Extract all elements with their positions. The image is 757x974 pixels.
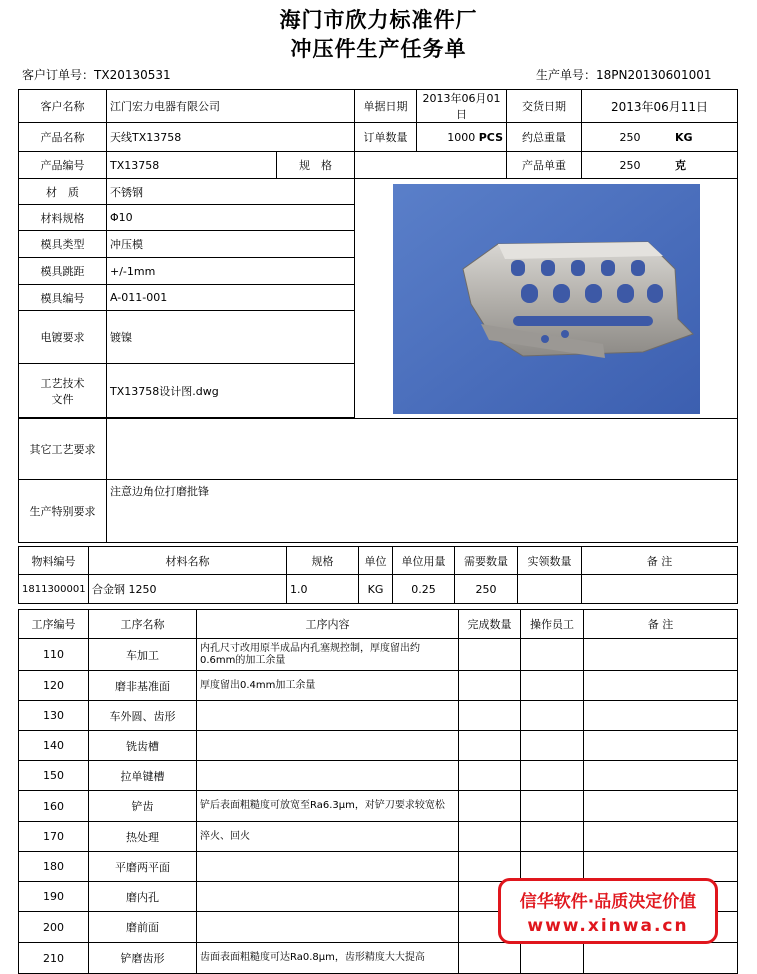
process-name: 热处理 [89, 822, 197, 852]
process-name: 铲磨齿形 [89, 943, 197, 974]
process-done-qty [459, 639, 521, 671]
info-table [18, 89, 738, 543]
materials-header-cell: 单位用量 [393, 547, 455, 575]
title-factory: 海门市欣力标准件厂 [279, 7, 478, 32]
xinwa-watermark-badge [498, 878, 718, 944]
process-name: 磨非基准面 [89, 671, 197, 701]
process-row [19, 701, 738, 731]
special-req-value: 注意边角位打磨批锋 [107, 480, 738, 543]
customer-name-value: 江门宏力电器有限公司 [107, 90, 355, 123]
process-done-qty [459, 671, 521, 701]
process-name: 铲齿 [89, 791, 197, 822]
process-operator [521, 731, 584, 761]
product-photo [393, 184, 700, 414]
process-row [19, 731, 738, 761]
materials-header-cell: 规格 [287, 547, 359, 575]
materials-header-cell: 备 注 [582, 547, 738, 575]
special-req-label: 生产特别要求 [19, 480, 107, 543]
process-operator [521, 639, 584, 671]
mold-type-label: 模具类型 [19, 231, 107, 258]
process-done-qty [459, 791, 521, 822]
process-code: 110 [19, 639, 89, 671]
unit-weight-cell [582, 152, 738, 179]
process-content [197, 882, 459, 912]
process-row [19, 671, 738, 701]
production-no-label: 生产单号： [536, 68, 597, 82]
plating-label: 电镀要求 [19, 311, 107, 364]
materials-header-cell: 需要数量 [455, 547, 518, 575]
process-done-qty [459, 731, 521, 761]
process-done-qty [459, 701, 521, 731]
processes-header-cell: 工序名称 [89, 610, 197, 639]
customer-order-no [22, 66, 171, 83]
process-content [197, 852, 459, 882]
doc-date-label: 单据日期 [355, 90, 417, 123]
process-remark [584, 852, 738, 882]
materials-cell: 0.25 [393, 575, 455, 604]
doc-date-value: 2013年06月01日 [417, 90, 507, 123]
delivery-date-label: 交货日期 [507, 90, 582, 123]
process-done-qty [459, 943, 521, 974]
processes-header-cell: 操作员工 [521, 610, 584, 639]
processes-header-cell: 工序编号 [19, 610, 89, 639]
product-code-label: 产品编号 [19, 152, 107, 179]
process-remark [584, 671, 738, 701]
materials-cell [582, 575, 738, 604]
customer-order-value: TX20130531 [94, 68, 171, 82]
process-content [197, 731, 459, 761]
process-content [197, 912, 459, 943]
product-code-value: TX13758 [107, 152, 277, 179]
tech-file-label-1: 工艺技术 [40, 376, 85, 390]
approx-weight-cell [582, 123, 738, 152]
other-req-label: 其它工艺要求 [19, 419, 107, 480]
process-row [19, 791, 738, 822]
process-operator [521, 671, 584, 701]
process-content: 齿面表面粗糙度可达Ra0.8μm，齿形精度大大提高 [197, 943, 459, 974]
process-code: 180 [19, 852, 89, 882]
process-code: 200 [19, 912, 89, 943]
process-done-qty [459, 852, 521, 882]
process-row [19, 639, 738, 671]
process-operator [521, 701, 584, 731]
stamped-part-icon [463, 242, 693, 358]
processes-header-row [19, 610, 738, 639]
process-code: 140 [19, 731, 89, 761]
process-remark [584, 822, 738, 852]
process-row [19, 822, 738, 852]
unit-weight-unit: 克 [675, 159, 686, 172]
process-code: 130 [19, 701, 89, 731]
materials-cell: KG [359, 575, 393, 604]
material-spec-label: 材料规格 [19, 205, 107, 231]
process-name: 拉单键槽 [89, 761, 197, 791]
spec-value [355, 152, 507, 179]
material-label: 材 质 [19, 179, 107, 205]
materials-table [18, 546, 738, 604]
process-done-qty [459, 822, 521, 852]
process-operator [521, 852, 584, 882]
materials-cell: 1811300001 [19, 575, 89, 604]
mold-pitch-label: 模具跳距 [19, 258, 107, 285]
process-row [19, 943, 738, 974]
materials-header-cell: 单位 [359, 547, 393, 575]
process-operator [521, 761, 584, 791]
delivery-date-value: 2013年06月11日 [582, 90, 738, 123]
spec-label: 规 格 [277, 152, 355, 179]
process-content [197, 701, 459, 731]
material-value: 不锈钢 [107, 179, 355, 205]
order-qty-cell [417, 123, 507, 152]
approx-weight-label: 约总重量 [507, 123, 582, 152]
process-operator [521, 943, 584, 974]
processes-header-cell: 工序内容 [197, 610, 459, 639]
other-req-value [107, 419, 738, 480]
mold-code-value: A-011-001 [107, 285, 355, 311]
process-operator [521, 791, 584, 822]
process-row [19, 761, 738, 791]
tech-file-label-2: 文件 [51, 392, 74, 406]
materials-header-row [19, 547, 738, 575]
production-no-value: 18PN20130601001 [596, 68, 712, 82]
production-no [536, 66, 711, 83]
order-qty-label: 订单数量 [355, 123, 417, 152]
process-name: 车外圆、齿形 [89, 701, 197, 731]
process-done-qty [459, 761, 521, 791]
process-code: 160 [19, 791, 89, 822]
tech-file-label [19, 364, 107, 418]
order-qty-value: 1000 [447, 130, 476, 144]
process-content [197, 761, 459, 791]
process-name: 铣齿槽 [89, 731, 197, 761]
process-name: 车加工 [89, 639, 197, 671]
materials-row [19, 575, 738, 604]
process-code: 170 [19, 822, 89, 852]
order-qty-unit: PCS [478, 130, 503, 144]
approx-weight-unit: KG [675, 130, 693, 144]
process-remark [584, 761, 738, 791]
processes-header-cell: 备 注 [584, 610, 738, 639]
process-row [19, 852, 738, 882]
product-photo-cell [355, 179, 738, 419]
process-remark [584, 731, 738, 761]
materials-cell: 合金钢 1250 [89, 575, 287, 604]
process-remark [584, 701, 738, 731]
mold-type-value: 冲压模 [107, 231, 355, 258]
materials-header-cell: 材料名称 [89, 547, 287, 575]
tech-file-value: TX13758设计图.dwg [107, 364, 355, 418]
customer-name-label: 客户名称 [19, 90, 107, 123]
watermark-slogan: 信华软件·品质决定价值 [519, 892, 697, 912]
process-name: 磨前面 [89, 912, 197, 943]
process-remark [584, 791, 738, 822]
mold-pitch-value: +/-1mm [107, 258, 355, 285]
unit-weight-value: 250 [619, 159, 641, 172]
material-spec-value: Φ10 [107, 205, 355, 231]
process-remark [584, 639, 738, 671]
customer-order-label: 客户订单号： [22, 68, 95, 82]
process-name: 磨内孔 [89, 882, 197, 912]
process-operator [521, 822, 584, 852]
process-content: 铲后表面粗糙度可放宽至Ra6.3μm，对铲刀要求较宽松 [197, 791, 459, 822]
materials-header-cell: 物料编号 [19, 547, 89, 575]
process-remark [584, 943, 738, 974]
process-code: 190 [19, 882, 89, 912]
process-code: 150 [19, 761, 89, 791]
mold-code-label: 模具编号 [19, 285, 107, 311]
process-code: 210 [19, 943, 89, 974]
watermark-url: www.xinwa.cn [527, 916, 689, 936]
title-document: 冲压件生产任务单 [290, 36, 467, 61]
materials-cell [518, 575, 582, 604]
process-content: 内孔尺寸改用原半成品内孔塞规控制，厚度留出约0.6mm的加工余量 [197, 639, 459, 671]
approx-weight-value: 250 [619, 130, 641, 144]
product-name-value: 天线TX13758 [107, 123, 355, 152]
processes-header-cell: 完成数量 [459, 610, 521, 639]
plating-value: 镀镍 [107, 311, 355, 364]
materials-cell: 250 [455, 575, 518, 604]
process-name: 平磨两平面 [89, 852, 197, 882]
product-name-label: 产品名称 [19, 123, 107, 152]
materials-header-cell: 实领数量 [518, 547, 582, 575]
process-content: 厚度留出0.4mm加工余量 [197, 671, 459, 701]
process-code: 120 [19, 671, 89, 701]
materials-cell: 1.0 [287, 575, 359, 604]
process-content: 淬火、回火 [197, 822, 459, 852]
unit-weight-label: 产品单重 [507, 152, 582, 179]
